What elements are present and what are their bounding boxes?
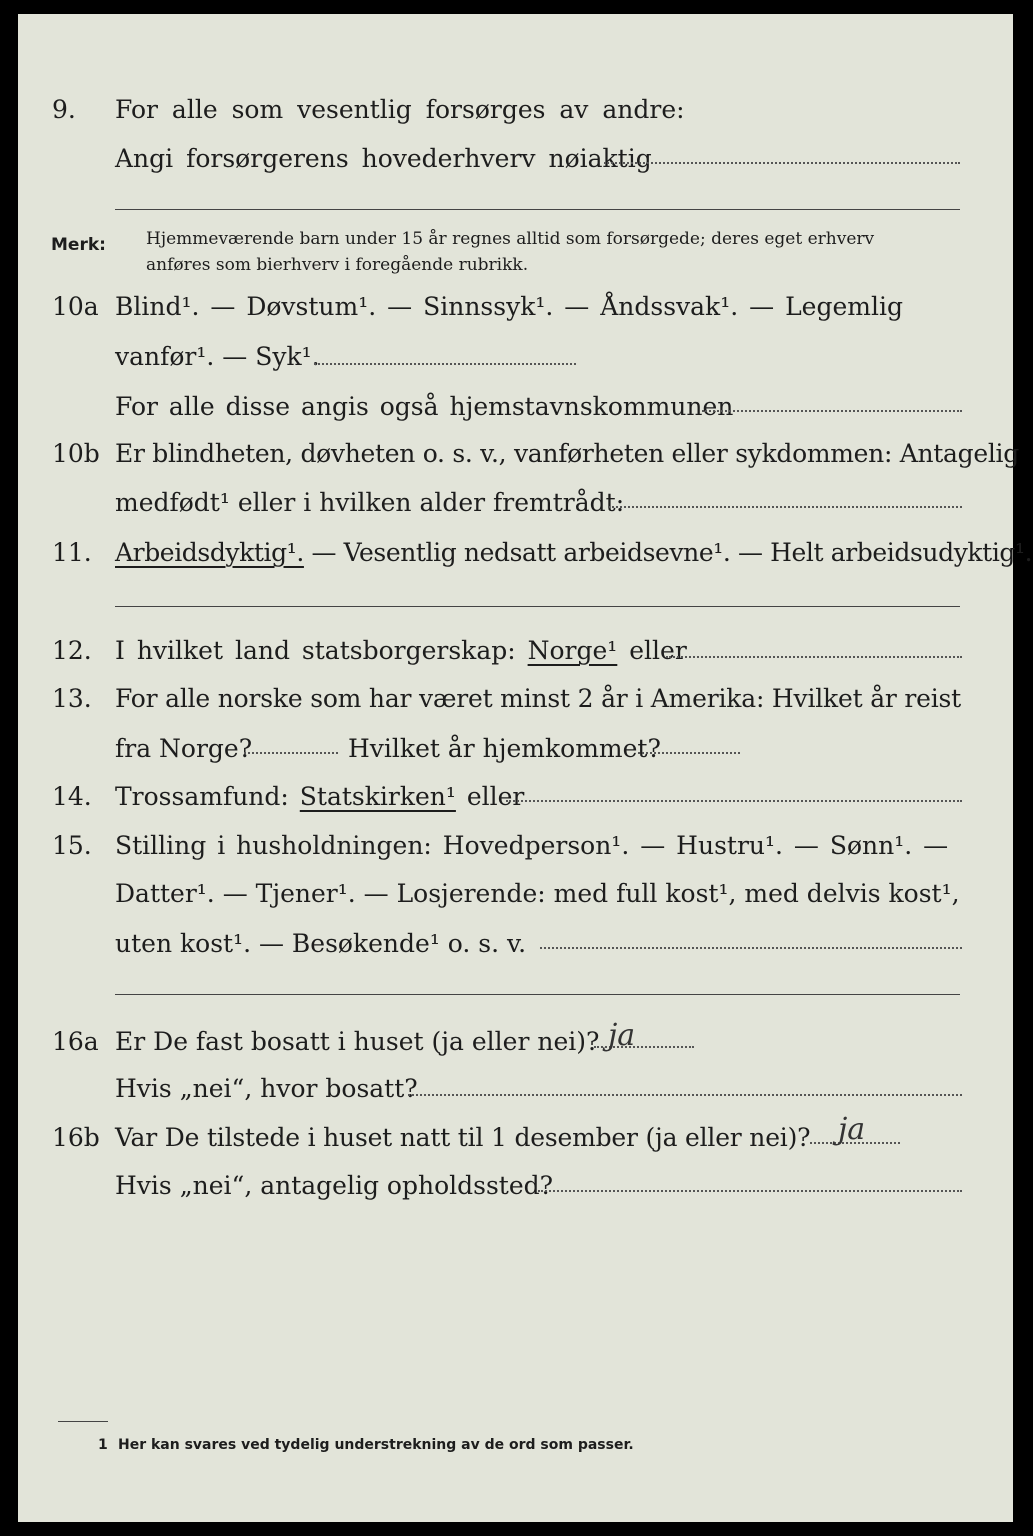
- q13-line2a: fra Norge?: [115, 734, 253, 763]
- q12-answer-line: [666, 656, 962, 658]
- footnote-text: Her kan svares ved tydelig understrekning av de ord som passer.: [118, 1437, 634, 1453]
- q16b-handwritten-answer: ja: [838, 1112, 866, 1147]
- q13-line2b: Hvilket år hjemkommet?: [348, 734, 661, 763]
- q13-number: 13.: [52, 684, 92, 713]
- merk-line2: anføres som bierhverv i foregående rubrikk.: [146, 255, 529, 275]
- q10a-number: 10a: [52, 292, 99, 321]
- q11-number: 11.: [52, 538, 92, 567]
- q10a-municipality-line: [702, 410, 962, 412]
- q10b-number: 10b: [52, 439, 100, 468]
- footnote-mark: 1: [98, 1437, 108, 1453]
- q14-number: 14.: [52, 782, 92, 811]
- q15-line2: Datter¹. — Tjener¹. — Losjerende: med full kost¹, med delvis kost¹,: [115, 879, 960, 908]
- q9-line2: Angi forsørgerens hovederhverv nøiaktig: [115, 144, 652, 173]
- q16a-line2: Hvis „nei“, hvor bosatt?: [115, 1074, 418, 1103]
- q12-option-underlined: Norge¹: [527, 636, 618, 665]
- merk-line1: Hjemmeværende barn under 15 år regnes alltid som forsørgede; deres eget erhverv: [146, 229, 875, 249]
- q11-rest: — Vesentlig nedsatt arbeidsevne¹. — Helt arbeidsudyktig¹.: [303, 538, 1033, 567]
- q9-rule: [115, 209, 960, 210]
- q10b-line2: medfødt¹ eller i hvilken alder fremtrådt:: [115, 488, 625, 517]
- q11-rule: [115, 606, 960, 607]
- q16b-line1: Var De tilstede i huset natt til 1 desember (ja eller nei)?: [115, 1123, 811, 1152]
- q10b-line1: Er blindheten, døvheten o. s. v., vanførheten eller sykdommen: Antagelig: [115, 439, 1019, 468]
- q14-option-underlined: Statskirken¹: [299, 782, 456, 811]
- q14-line: [115, 782, 524, 812]
- q12-pre: I hvilket land statsborgerskap:: [115, 636, 528, 665]
- q9-number: 9.: [52, 95, 76, 124]
- q16a-handwritten-answer: ja: [608, 1018, 636, 1053]
- q10b-answer-line: [608, 506, 962, 508]
- q15-number: 15.: [52, 831, 92, 860]
- q10a-line2: vanfør¹. — Syk¹.: [115, 342, 320, 371]
- q9-answer-line: [604, 162, 960, 164]
- q10a-line3: For alle disse angis også hjemstavnskommunen: [115, 392, 734, 421]
- q12-number: 12.: [52, 636, 92, 665]
- q16b-number: 16b: [52, 1123, 100, 1152]
- q10a-line1: Blind¹. — Døvstum¹. — Sinnssyk¹. — Åndssvak¹. — Legemlig: [115, 292, 903, 321]
- q12-line: [115, 636, 687, 666]
- q13-reist-line: [244, 752, 338, 754]
- q16a-line1: Er De fast bosatt i huset (ja eller nei)?: [115, 1027, 600, 1056]
- q13-hjemkommet-line: [638, 752, 740, 754]
- q9-line1: For alle som vesentlig forsørges av andre:: [115, 95, 685, 124]
- q11-line: [115, 538, 1032, 568]
- q10a-answer-line: [314, 363, 576, 365]
- q16a-number: 16a: [52, 1027, 99, 1056]
- q11-option-underlined: Arbeidsdyktig¹.: [115, 538, 304, 567]
- q16a-bosatt-line: [408, 1094, 962, 1096]
- q13-line1: For alle norske som har været minst 2 år i Amerika: Hvilket år reist: [115, 684, 962, 713]
- q15-answer-line: [540, 947, 962, 949]
- q12-post: eller: [617, 636, 687, 665]
- q15-line3: uten kost¹. — Besøkende¹ o. s. v.: [115, 929, 527, 958]
- q15-line1: Stilling i husholdningen: Hovedperson¹. — Hustru¹. — Sønn¹. —: [115, 831, 949, 860]
- footnote-rule: [58, 1421, 108, 1422]
- q14-post: eller: [455, 782, 525, 811]
- q15-rule: [115, 994, 960, 995]
- census-form-page: [18, 14, 1033, 1522]
- q14-answer-line: [506, 800, 962, 802]
- q16b-opholdssted-line: [538, 1190, 962, 1192]
- q16b-line2: Hvis „nei“, antagelig opholdssted?: [115, 1171, 554, 1200]
- merk-label: Merk:: [51, 235, 106, 255]
- q14-pre: Trossamfund:: [115, 782, 300, 811]
